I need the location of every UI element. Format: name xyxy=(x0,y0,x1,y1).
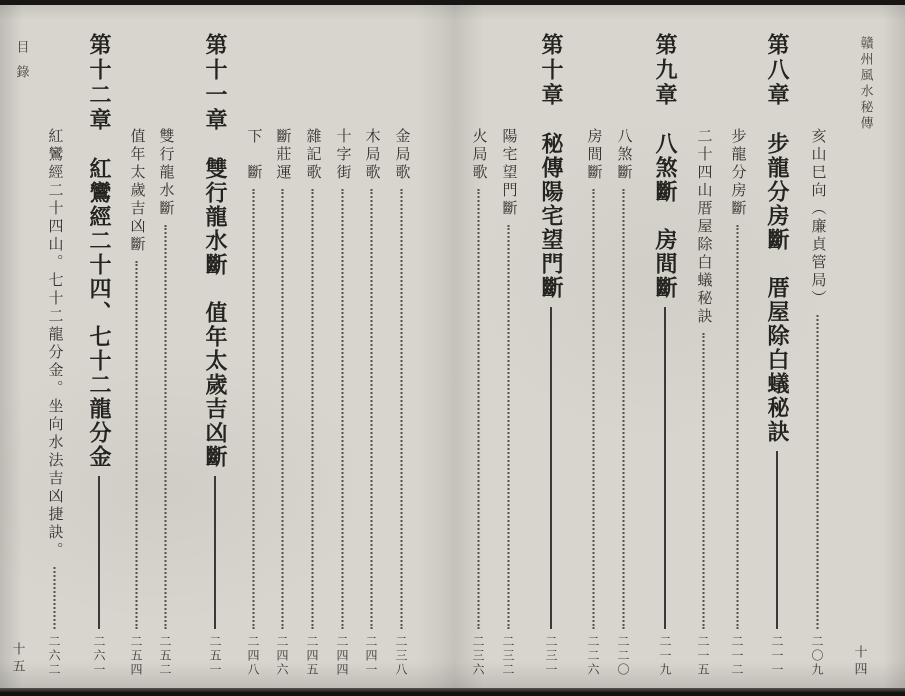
chapter-number: 第八章 xyxy=(765,33,790,108)
dotted-leader xyxy=(400,189,402,629)
toc-entry-page: 二二〇 xyxy=(616,635,630,677)
chapter-title: 步龍分房斷 厝屋除白蟻秘訣 xyxy=(765,132,790,444)
dotted-leader xyxy=(816,315,818,629)
toc-entry-page: 二一二 xyxy=(730,635,744,677)
dotted-leader xyxy=(592,189,594,629)
toc-entry-page: 二二六 xyxy=(586,635,600,677)
toc-entry xyxy=(158,128,173,677)
dotted-leader xyxy=(622,189,624,629)
dotted-leader xyxy=(736,225,738,629)
toc-entry-text: 雜記歌 xyxy=(304,128,321,182)
toc-entry-text: 火局歌 xyxy=(470,128,487,182)
toc-entry-page: 二六二 xyxy=(47,635,61,677)
toc-entry-text: 斷莊運 xyxy=(274,128,291,182)
solid-leader xyxy=(550,307,552,629)
toc-entry-page: 二三八 xyxy=(394,635,408,677)
chapter-page: 二五一 xyxy=(208,635,222,677)
toc-entry xyxy=(471,128,486,677)
dotted-leader xyxy=(370,189,372,629)
toc-entry-page: 二三六 xyxy=(471,635,485,677)
toc-entry-page: 二五四 xyxy=(129,635,143,677)
chapter-title: 八煞斷 房間斷 xyxy=(653,132,678,300)
folio-number-right: 十四 xyxy=(852,645,868,679)
toc-entry-page: 二四五 xyxy=(305,635,319,677)
chapter-number: 第九章 xyxy=(653,33,678,108)
toc-entry xyxy=(305,128,320,677)
toc-entry-text: 房間斷 xyxy=(585,128,602,182)
solid-leader xyxy=(664,307,666,629)
toc-entry-text: 下 斷 xyxy=(245,128,262,182)
toc-entry-text: 木局歌 xyxy=(363,128,380,182)
dotted-leader xyxy=(507,225,509,629)
chapter-number: 第十二章 xyxy=(87,33,112,133)
toc-entry xyxy=(364,128,379,677)
chapter-number: 第十章 xyxy=(539,33,564,108)
toc-entry xyxy=(275,128,290,677)
toc-entry xyxy=(696,128,711,677)
solid-leader xyxy=(214,476,216,629)
toc-entry xyxy=(501,128,516,677)
toc-entry-text: 二十四山厝屋除白蟻秘訣 xyxy=(695,128,712,326)
toc-entry xyxy=(335,128,350,677)
dotted-leader xyxy=(281,189,283,629)
solid-leader xyxy=(776,451,778,629)
dotted-leader xyxy=(702,333,704,629)
chapter-title: 秘傳陽宅望門斷 xyxy=(539,132,564,300)
toc-entry-text: 值年太歲吉凶斷 xyxy=(128,128,145,254)
toc-entry xyxy=(586,128,601,677)
dotted-leader xyxy=(477,189,479,629)
chapter-page: 二三一 xyxy=(544,635,558,677)
toc-entry-text: 紅鸞經二十四山。七十二龍分金。坐向水法吉凶捷訣。 xyxy=(46,128,63,560)
chapter-8-heading xyxy=(766,33,788,677)
dotted-leader xyxy=(341,189,343,629)
chapter-page: 二六一 xyxy=(92,635,106,677)
toc-entry-page: 二四六 xyxy=(275,635,289,677)
folio-number-left: 十五 xyxy=(10,642,26,676)
toc-entry xyxy=(47,128,62,677)
chapter-11-heading xyxy=(204,33,226,677)
dotted-leader xyxy=(311,189,313,629)
dotted-leader xyxy=(53,567,55,629)
toc-entry-page: 二四八 xyxy=(246,635,260,677)
chapter-9-heading xyxy=(654,33,676,677)
chapter-12-heading xyxy=(88,33,110,677)
toc-entry-text: 八煞斷 xyxy=(615,128,632,182)
dotted-leader xyxy=(252,189,254,629)
toc-entry-page: 二〇九 xyxy=(810,635,824,677)
book-title-margin: 贛州風水秘傳 xyxy=(858,36,874,132)
toc-entry-page: 二五二 xyxy=(158,635,172,677)
toc-entry xyxy=(246,128,261,677)
chapter-title: 雙行龍水斷 值年太歲吉凶斷 xyxy=(203,157,228,469)
toc-entry-text: 亥山巳向（廉貞管局） xyxy=(809,128,826,308)
dotted-leader xyxy=(164,225,166,629)
toc-entry-text: 十字街 xyxy=(334,128,351,182)
toc-entry xyxy=(616,128,631,677)
toc-entry-text: 步龍分房斷 xyxy=(729,128,746,218)
toc-entry-text: 雙行龍水斷 xyxy=(157,128,174,218)
chapter-page: 二一一 xyxy=(770,635,784,677)
dotted-leader xyxy=(135,261,137,629)
toc-entry xyxy=(394,128,409,677)
chapter-10-heading xyxy=(540,33,562,677)
toc-entry xyxy=(730,128,745,677)
chapter-page: 二一九 xyxy=(658,635,672,677)
scan-top-edge xyxy=(0,0,905,5)
toc-entry-leading xyxy=(810,128,825,677)
scan-bottom-edge xyxy=(0,688,905,696)
toc-entry-text: 陽宅望門斷 xyxy=(500,128,517,218)
chapter-number: 第十一章 xyxy=(203,33,228,133)
toc-entry-page: 二三二 xyxy=(501,635,515,677)
toc-entry xyxy=(129,128,144,677)
toc-entry-text: 金局歌 xyxy=(393,128,410,182)
toc-label: 目錄 xyxy=(14,40,30,90)
solid-leader xyxy=(98,476,100,629)
toc-entry-page: 二四四 xyxy=(335,635,349,677)
chapter-title: 紅鸞經二十四、七十二龍分金 xyxy=(87,157,112,469)
toc-entry-page: 二四一 xyxy=(364,635,378,677)
toc-entry-page: 二一五 xyxy=(696,635,710,677)
